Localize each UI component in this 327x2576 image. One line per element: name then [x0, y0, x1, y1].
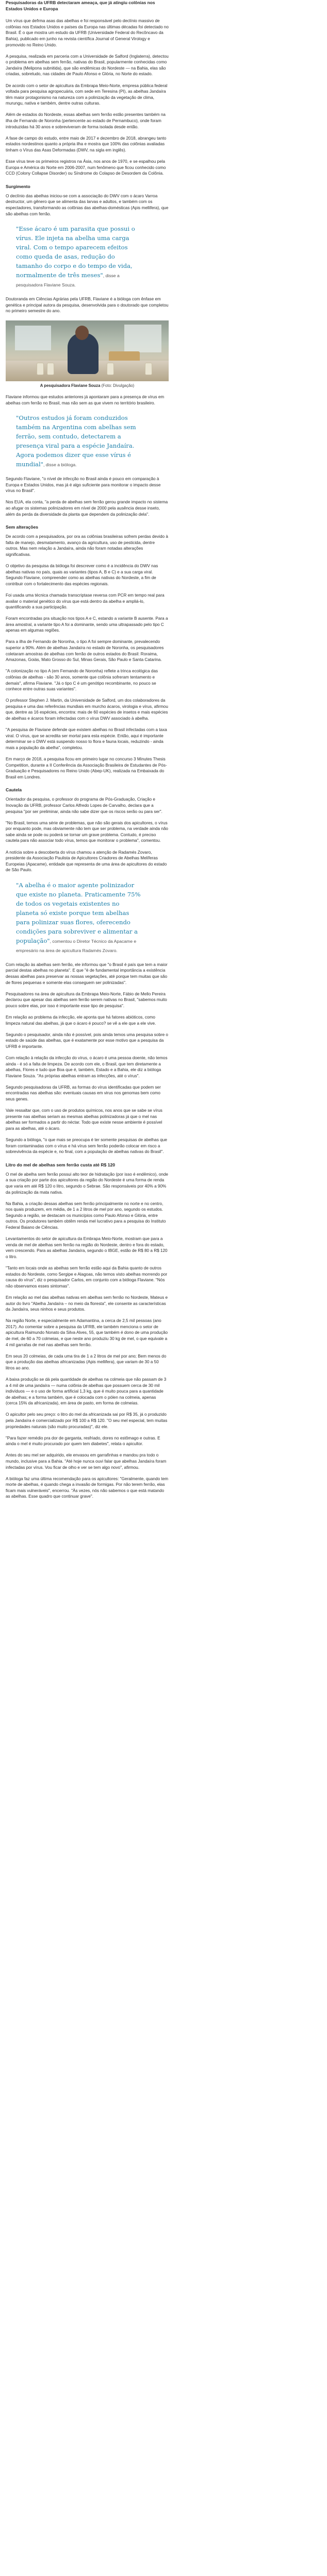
article-paragraph: "A pesquisa de Flaviane defende que existem abelhas no Brasil infectadas com a taxa viral. O vírus, que se acredita ser mortal para esta espécie. Então, aqui é importante determinar se o DWV está suspendo nosso to flora e fauna locais, reduzindo - ainda mais a população da abelha", completou. — [6, 727, 167, 750]
pull-quote-3-text: "A abelha é o maior agente polinizador que existe no planeta. Praticamente 75% de todos os vegetais existentes no planeta só existe porque tem abelhas para polinizar suas flores, oferecendo condições para sobreviver e alimentar a população" — [16, 881, 141, 944]
article-paragraph: Vale ressaltar que, com o uso de produtos químicos, nos anos que se sabe se vírus presente nas abelhas seriam as mesmas abelhas polinizadoras já que o mel nas abelhas ser formados a partir do néctar. Todo que existe nesse ambiente é possível para as abelhas, até o ácaro. — [6, 1108, 162, 1131]
article-paragraph: Na Bahia, a criação dessas abelhas sem ferrão principalmente no norte e no centro, nos quais produzem, em média, de 1 a 2 litros de mel por ano, segundo os estudos. Segundo a região, se destacam os municípios como Paulo Afonso e Glória, entre outros. Os produtores também obtêm renda mel lucrativo para a pesquisa do Instituto Federal Baiano de Ciências. — [6, 1201, 166, 1230]
article-paragraph: O apicultor pelo seu preço: o litro do mel da africanizada sai por R$ 35, já o produzido pela Jandaíra é comercializado por R$ 100 a R$ 120. "O seu mel especial, tem muitas propriedades naturais (são muito procuradas)", diz ele. — [6, 1412, 168, 1429]
article-paragraph: Além de estados do Nordeste, essas abelhas sem ferrão estão presentes também na ilha de Fernando de Noronha (pertencente ao estado de Pernambuco), onde foram introduzidas há 30 anos e sobreviveram de forma isolada desde então. — [6, 112, 166, 129]
article-paragraph: A notícia sobre a descoberta do vírus chamou a atenção de Radamés Zovaro, presidente da Associação Paulista de Apicultores Criadores de Abelhas Melíferas Europeias (Apacame), entidade que representa de uma área de apicultores do estado de São Paulo. — [6, 850, 167, 873]
article-paragraph: "Para fazer remédio pra dor de garganta, resfriado, dores no estômago e outras. E ainda o mel é muito procurado por quem tem diabetes", relata o apicultor. — [6, 1435, 160, 1447]
article-paragraph: Segundo a bióloga, "o que mais se preocupa é ter somente pesquisas de abelhas que foram contaminadas com o vírus e há vírus sem ferrão poderão colocar em risco a sobrevivência da espécie e, no final, com a população de abelhas nativas do Brasil". — [6, 1138, 167, 1155]
article-paragraph: Em seus 20 colmeias, de cada uma tira de 1 a 2 litros de mel por ano; Bem menos do que a produção das abelhas africanizadas (Apis mellifera), que variam de 30 a 50 litros ao ano. — [6, 1353, 167, 1370]
article-paragraph: A fase de campo do estudo, entre maio de 2017 e dezembro de 2018, abrangeu tanto estados nordestinos quanto a própria ilha e mostra que 100% das colônias avaliadas tinham o Vírus das Asas Deformadas (DWV, na sigla em inglês). — [6, 135, 167, 152]
article-paragraph: Um vírus que defrma asas das abelhas e foi responsável pelo declínio massivo de colônias nos Estados Unidos e países da Europa nas últimas décadas foi detectado no Brasil. É o que mostra um estudo da UFRB (Universidade Federal do Recôncavo da Bahia), publicado em junho na revista científica Journal of General Virology e promovido no Reino Unido. — [6, 19, 169, 47]
researcher-photo — [6, 320, 169, 381]
article-paragraph: De acordo com o setor de apicultura da Embrapa Meio-Norte, empresa pública federal voltada para pesquisa agropecuária, com sede em Teresina (PI), as abelhas Jandaíra têm maior protagonismo na natureza com a polinização da vegetação de clima, murungu, nativa e também, dentre outras culturas. — [6, 83, 168, 106]
article-paragraph: Segundo Flaviane, "o nível de infecção no Brasil ainda é pouco em comparação à Europa e Estados Unidos, mas já é algo suficiente para monitorar o impacto desse vírus no Brasil". — [6, 477, 161, 494]
article-paragraph: Foram encontradas pra situação nos tipos A e C, estando a variante B ausente. Para a área amostral, a variante tipo A foi a dominante, sendo uma ultrapassado pelo tipo C apenas em algumas regiões. — [6, 616, 168, 633]
article-paragraph: Orientador da pesquisa, o professor do programa de Pós-Graduação, Criação e Inovação da UFRB, professor Carlos Alfredo Lopes de Carvalho, declara que a pesquisa "por ser preliminar, ainda não sabe dizer que os riscos serão ou para ser". — [6, 797, 162, 814]
paragraph-group-i — [6, 1172, 169, 1500]
article-paragraph: Foi usada uma técnica chamada transcriptase reversa com PCR em tempo real para avaliar o material genético do vírus que está dentro da abelha e ampliá-lo, quantificando a sua participação. — [6, 592, 165, 610]
pull-quote-1-attribution: , disse a pesquisadora Flaviane Souza. — [16, 273, 120, 288]
article-paragraph: O declínio das abelhas iniciou-se com a associação do DWV com o ácaro Varroa destructor, um gênero que se alimenta das larvas e adultos, e também com os espectadores, transformando as colônias das abelhas-domésticas (Apis mellifera), que são abelhas com ferrão. — [6, 193, 169, 216]
article-paragraph: A pesquisa, realizada em parceria com a Universidade de Salford (Inglaterra), detectou o problema em abelhas sem ferrão, nativas do Brasil, popularmente conhecidas como Jandaíra (Melipona subnitida), que são endêmicas do Nordeste — na Bahia, elas são criadas, sobretudo, nas cidades de Paulo Afonso e Glória, no Norte do estado. — [6, 54, 169, 77]
article-paragraph: "No Brasil, temos uma série de problemas, que não são gerais dos apicultores, o vírus por enquanto pode, mas obviamente não tem que ser problema, na verdade ainda não sabe ainda se pode ou poderá se tornar um grave problema. Contudo, é preciso cautela para não associar todo vírus, temos que monitorar o problema", comentou. — [6, 820, 168, 843]
article-paragraph: De acordo com a pesquisadora, por ora as colônias brasileiras sofrem perdas devido à falta de manejo, desmatamento, avanço da agricultura, uso de pesticida, dentre outros. Mas nem relação a Jandaíra, ainda não foram notadas alterações significativas. — [6, 534, 168, 557]
pull-quote-2-attribution: , disse a bióloga. — [43, 462, 77, 468]
article-paragraph: O objetivo da pesquisa da bióloga foi descrever como é a incidência do DWV nas abelhas nativas no país, quais as variantes (tipos A, B e C) e a sua carga viral. Segundo Flaviane, compreender como as abelhas nativas do Nordeste, a fim de contribuir com o fortalecimento das espécies regionais. — [6, 564, 158, 586]
researcher-photo-figure — [6, 320, 169, 388]
photo-caption-credit: (Foto: Divulgação) — [101, 383, 135, 388]
section-heading-surgimento: Surgimento — [6, 183, 30, 189]
pull-quote-1 — [16, 224, 142, 289]
photo-caption — [6, 383, 169, 388]
article-paragraph: Em março de 2018, a pesquisa ficou em primeiro lugar no concurso 3 Minutes Thesis Competition, durante a II Conferência da Associação Brasileira de Estudantes de Pós-Graduação e Pesquisadores no Reino Unido (Abep-UK), realizada na Embaixada do Brasil em Londres. — [6, 756, 167, 779]
article-lead: Pesquisadoras da UFRB detectaram ameaça, que já atingiu colônias nos Estados Unidos e Europa — [6, 0, 155, 11]
paragraph-group-b — [6, 193, 169, 217]
article-paragraph: Na região Norte, e especialmente em Adamantina, a cerca de 2,5 mil pessoas (ano 2017). Ao comentar sobre a pesquisa da UFRB, ele também menciona o setor de apicultura Raimundo Nonato da Silva Alves, 55, que também é dono de uma produção de mel, de 60 a 70 colmeias, e que neste ano produziu 30 kg de mel, o que equivale a 4 mil garrafas de mel nas abelhas sem ferrão. — [6, 1318, 168, 1347]
pull-quote-3 — [16, 880, 142, 955]
article-paragraph: O mel de abelha sem ferrão possui alto teor de hidratação (por isso é endêmico), onde a sua criação por parte dos apicultores da região do Nordeste é uma forma de renda que varia em até R$ 120 o litro, segundo o Sebrae. São responsáveis por 40% a 90% da polinização da mata nativa. — [6, 1172, 168, 1195]
article-paragraph: Nos EUA, ela conta, "a perda de abelhas sem ferrão gerou grande impacto no sistema ao afugar os sistemas polinizadores em nível de 2000 pela ausência desse inseto, além da perda da diversidade da planta que dependem da polinização dela". — [6, 500, 168, 517]
section-heading-litro-do-mel: Litro do mel de abelhas sem ferrão custa até R$ 120 — [6, 1162, 116, 1167]
article-paragraph: Flaviane informou que estudos anteriores já apontaram para a presença de vírus em abelhas com ferrão no Brasil, mas não sem as que vivem no território brasileiro. — [6, 394, 165, 405]
article-paragraph: Com relação à relação da infecção do vírus, o ácaro é uma pessoa doente, não temos ainda - é só a falta de limpeza. De acordo com ele, o Brasil, que tem diretamente a abelhas, Flores e tudo que Boa que é, também, Estado e a Bahia, ele diz a bióloga Flaviane Souza. "As próprias abelhas entram as infecções, até o vírus". — [6, 1056, 168, 1078]
article-paragraph: Pesquisadores na área de apicultura da Embrapa Meio-Norte, Fábio de Mello Pereira declarou que apesar das abelhas sem ferrão serem nativas no Brasil, "sabemos muito pouco sobre elas, por isso é importante esse tipo de pesquisa". — [6, 991, 167, 1008]
article-paragraph: Em relação ao problema da infecção, ele aponta que há fatores abióticos, como limpeza natural das abelhas, já que o ácaro é pouco? se vê a ele que a ele vive. — [6, 1015, 156, 1026]
paragraph-group-e — [6, 476, 169, 517]
photo-caption-title: A pesquisadora Flaviane Souza — [40, 383, 101, 388]
pull-quote-3-attribution: , comentou o Diretor Técnico da Apacame e empresário na área de apicultura Radamés Zovaro. — [16, 938, 137, 953]
article-paragraph: Esse vírus teve os primeiros registros na Ásia, nos anos de 1970, e se espalhou pela Europa e América do Norte em 2006-2007, num fenômeno que ficou conhecido como CCD (Colony Collapse Disorder) ou Síndrome do Colapso de Desordem da Colônia. — [6, 159, 166, 176]
article-paragraph: Segundo o pesquisador, ainda não é possível, pois ainda temos uma pesquisa sobre o estado de saúde das abelhas, que é exatamente por esse motivo que a pesquisa da UFRB é importante. — [6, 1032, 168, 1049]
article-paragraph: Com relação às abelhas sem ferrão, ele informou que "o Brasil é país que tem a maior parcial destas abelhas no planeta". E que "é de fundamental importância a existência dessas abelhas para preservar as nossas vegetações, até porque tem muitas que são de flores pequenas e somente elas conseguem ser polinizadas". — [6, 962, 168, 985]
article-paragraph: A baixa produção se dá pela quantidade de abelhas na colmeia que não passam de 3 a 4 mil de uma jandaíra — numa colônia de abelhas que possuem cerca de 30 mil indivíduos — e o uso de forma artificial 1,3 kg, que é muito pouca para a quantidade de abelhas; e a forma também, que é colocada com o pólen na colmeia, apenas (cerca 15% da africanizada), em área de pasto, em forma de colmeias. — [6, 1377, 167, 1406]
pull-quote-2 — [16, 413, 142, 469]
paragraph-group-h — [6, 962, 169, 1155]
article-paragraph: A bióloga faz uma última recomendação para os apicultores: "Geralmente, quando tem morte de abelhas, é quando chega a invasão de formigas. Por não terem ferrão, elas ficam mais vulneráveis", encerrou. "Às vezes, nós não sabemos o que está matando as abelhas. Esse quadro que continuar grave". — [6, 1476, 169, 1499]
article-paragraph: "A colonização no tipo A (em Fernando de Noronha) reflete a trinca ecológica das colônias de abelhas - são 30 anos, somente que colônia sofreram tentamento e demais", afirma Flaviane. "Já o tipo C é um genótipo recombinante, no pouco se conhece entre outras suas variantes". — [6, 669, 158, 692]
article-paragraph: Segundo pesquisadoras da UFRB, as formas do vírus identificadas que podem ser encontradas nas abelhas são: eventuais causas em virus nos genomas bem como seus genes. — [6, 1084, 161, 1102]
article-paragraph: Doutoranda em Ciências Agrárias pela UFRB, Flaviane é a bióloga com ênfase em genética e principal autora da pesquisa, desenvolvida para o doutorado que completou no primeiro semestre do ano. — [6, 297, 169, 314]
paragraph-group-f — [6, 534, 169, 780]
paragraph-group-c — [6, 296, 169, 314]
paragraph-group-g — [6, 796, 169, 873]
article-paragraph: Em relação ao mel das abelhas nativas em abelhas sem ferrão no Nordeste, Mateus e autor do livro "Abelha Jandaíra – no meio da floresta", ele consente as características da Jandaíra, seus ninhos e seus produtos. — [6, 1295, 168, 1312]
article-paragraph: Antes do seu mel ser adquirido, ele envasou em garrafinhas e mandou pra todo o mundo, inclusive para a Bahia. "Até hoje nunca ouvi falar que abelhas Jandaíra foram infectadas por vírus. Vou ficar de olho e ver se tem algo novo", afirmou. — [6, 1453, 167, 1470]
section-heading-sem-alteracoes: Sem alterações — [6, 524, 39, 530]
pull-quote-1-text: "Esse ácaro é um parasita que possui o vírus. Ele injeta na abelha uma carga viral. Com o tempo aparecem efeitos como queda de asas, redução do tamanho do corpo e do tempo de vida, normalmente de três meses" — [16, 225, 135, 279]
paragraph-group-a — [6, 18, 169, 177]
article-paragraph: "Tanto em locais onde as abelhas sem ferrão estão aqui da Bahia quanto de outros estados do Nordeste, como Sergipe e Alagoas, não temos visto abelhas morrendo por causa do vírus", diz o pesquisador Carlos, em conjunto com a bióloga Flaviane. "Nós não observamos esses sintomas". — [6, 1266, 168, 1289]
article-paragraph: Levantamentos do setor de apicultura da Embrapa Meio-Norte, mostram que para a venda de mel de abelhas sem ferrão na região do Nordeste, dentro e fora do estado, vem crescendo. Para as abelhas Jandaíra, segundo o IBGE, estão de R$ 80 a R$ 120 o litro. — [6, 1236, 168, 1259]
article-paragraph: O professor Stephen J. Martin, da Universidade de Salford, um dos colaboradores da pesquisa e uma das referências mundiais em murcho ácaros, virologia e vírus, afirmou que, dentre as 16 espécies, encontra: mais de 60 espécies de insetos e mais espécies de abelhas e ácaros foram infectadas com o vírus DWV associado à abelha. — [6, 698, 168, 721]
pull-quote-2-text: "Outros estudos já foram conduzidos também na Argentina com abelhas sem ferrão, sem contudo, detectarem a presença viral para a espécie Jandaíra. Agora podemos dizer que esse vírus é mundial" — [16, 414, 136, 468]
section-heading-cautela: Cautela — [6, 787, 22, 793]
article-column — [6, 0, 169, 1505]
article-paragraph: Para a ilha de Fernando de Noronha, o tipo A foi sempre dominante, prevalecendo superior a 90%. Além de abelhas Jandaíra no estado de Noronha, os pesquisadores coletaram amostras de abelhas com ferrão de outros estados do Brasil: Roraima, Amazonas, Goiás, Mato Grosso do Sul, Minas Gerais, São Paulo e Santa Catarina. — [6, 639, 164, 663]
paragraph-group-d — [6, 394, 169, 406]
